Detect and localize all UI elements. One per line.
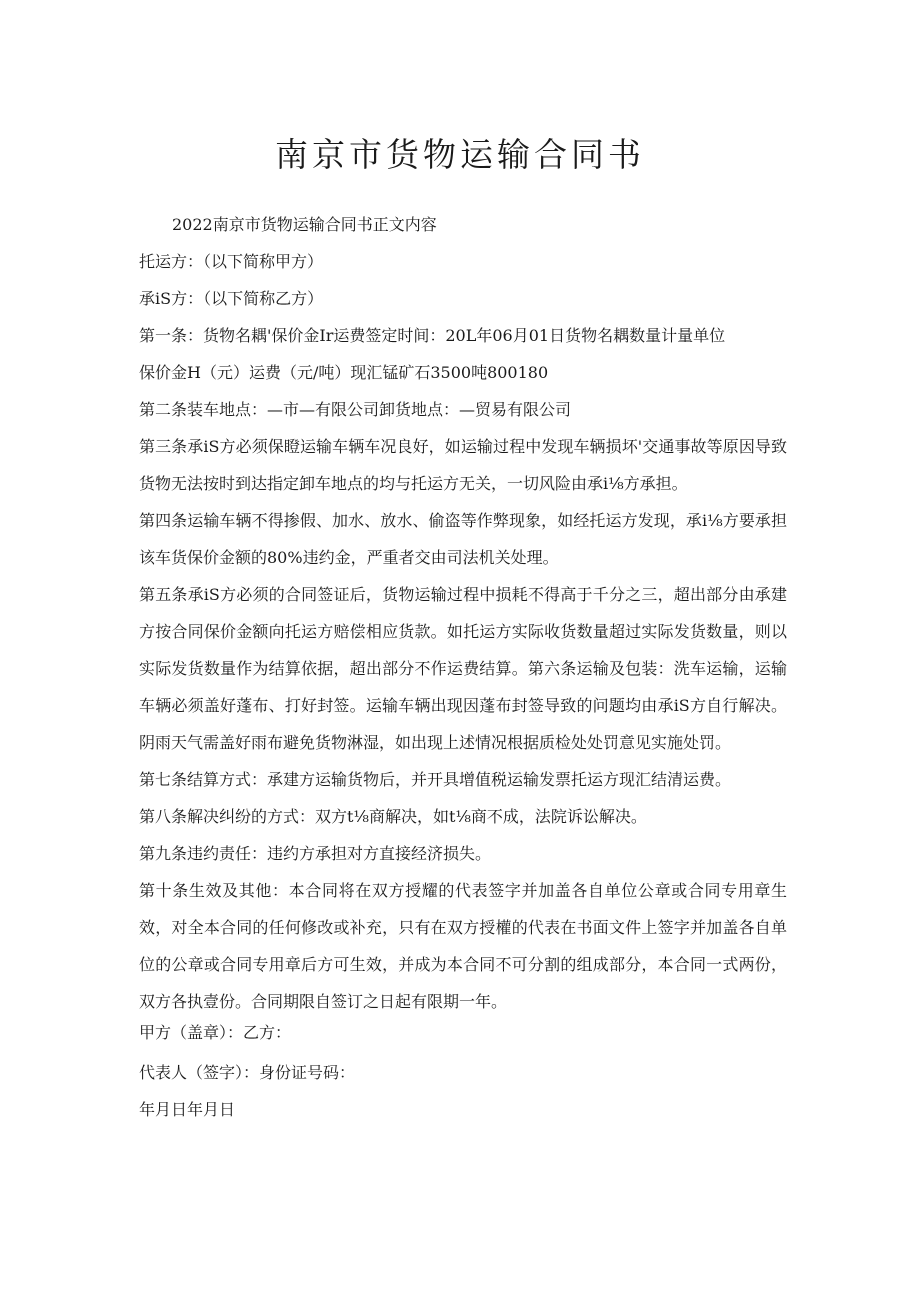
clause-9: 第九条违约责任：违约方承担对方直接经济损失。 <box>139 844 492 863</box>
date-line: 年月日年月日 <box>139 1100 236 1119</box>
seal-line: 甲方（盖章）：乙方： <box>139 1023 292 1042</box>
clause-1-line-2: 保价金H（元）运费（元/吨）现汇锰矿石3500吨800180 <box>139 363 549 382</box>
clause-5-6: 第五条承iS方必须的合同签证后，货物运输过程中损耗不得高于千分之三，超出部分由承建方按合同保价金额向托运方赔偿相应货款。如托运方实际收货数量超过实际发货数量，则以实际发货数量作为结算依据，超出部分不作运费结算。第六条运输及包装：洗车运输，运输车辆必须盖好蓬布、打好封签。运输车辆出现因蓬布封签导致的问题均由承iS方自行解决。阴雨天气需盖好雨布避免货物淋湿，如出现上述情况根据质检处处罚意见实施处罚。 <box>139 585 787 752</box>
clause-7: 第七条结算方式：承建方运输货物后，并开具增值税运输发票托运方现汇结清运费。 <box>139 770 732 789</box>
clause-8: 第八条解决纠纷的方式：双方t⅛商解决，如t⅛商不成，法院诉讼解决。 <box>139 807 647 826</box>
clause-2: 第二条装车地点：—市—有限公司卸货地点：—贸易有限公司 <box>139 400 572 419</box>
party-a-line: 托运方：（以下简称甲方） <box>139 252 324 271</box>
document-body <box>139 206 787 1128</box>
party-b-line: 承iS方：（以下简称乙方） <box>139 289 324 308</box>
clause-3: 第三条承iS方必须保瞪运输车辆车况良好，如运输过程中发现车辆损坏'交通事故等原因导致货物无法按时到达指定卸车地点的均与托运方无关，一切风险由承i⅛方承担。 <box>139 437 787 493</box>
document-title: 南京市货物运输合同书 <box>275 135 645 174</box>
clause-1-line-1: 第一条：货物名耦'保价金Ir运费签定时间：20L年06月01日货物名耦数量计量单位 <box>139 326 726 345</box>
document-subtitle: 2022南京市货物运输合同书正文内容 <box>172 215 437 234</box>
clause-4: 第四条运输车辆不得掺假、加水、放水、偷盗等作弊现象，如经托运方发现，承i⅛方要承担该车货保价金额的80%违约金，严重者交由司法机关处理。 <box>139 511 787 567</box>
clause-10: 第十条生效及其他：本合同将在双方授耀的代表签字并加盖各自单位公章或合同专用章生效，对全本合同的任何修改或补充，只有在双方授權的代表在书面文件上签字并加盖各自单位的公章或合同专用章后方可生效，并成为本合同不可分割的组成部分，本合同一式两份，双方各执壹份。合同期限自签订之日起有限期一年。 <box>139 881 787 1011</box>
representative-line: 代表人（签字）：身份证号码： <box>139 1063 356 1082</box>
